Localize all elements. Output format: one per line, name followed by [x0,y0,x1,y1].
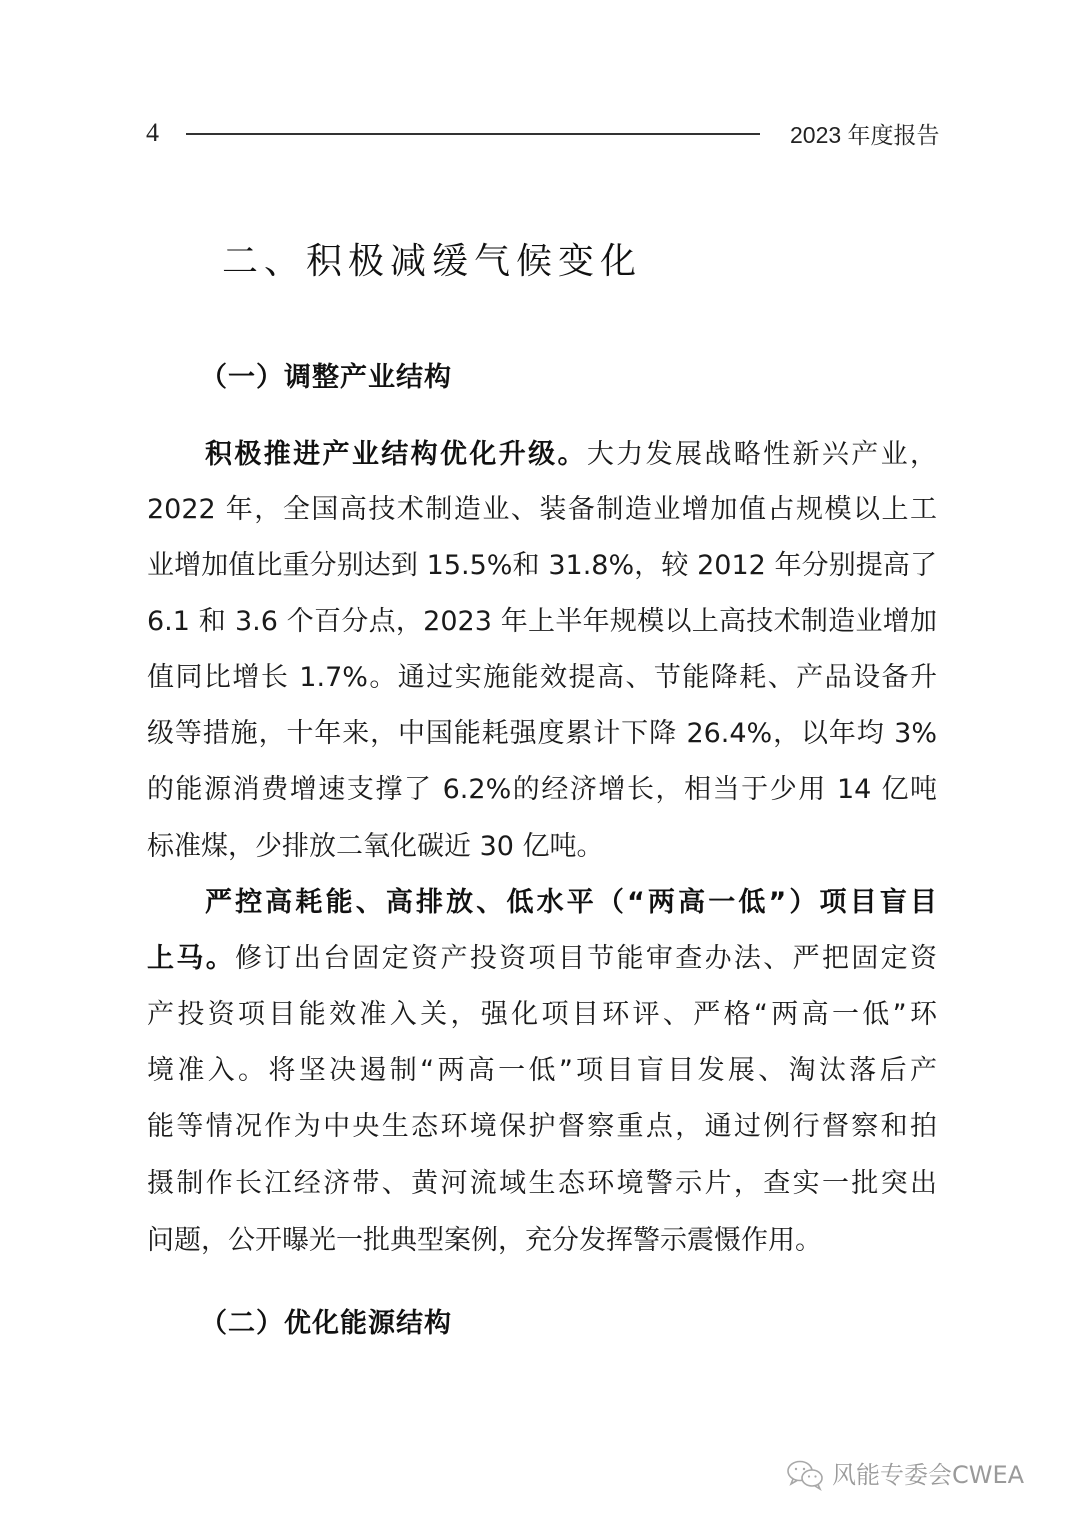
paragraph-1-line-8: 标准煤，少排放二氧化碳近 30 亿吨。 [147,831,604,862]
paragraph-2-line-5: 能等情况作为中央生态环境保护督察重点，通过例行督察和拍 [147,1111,937,1142]
header-rule [186,133,760,135]
paragraph-2-line-6: 摄制作长江经济带、黄河流域生态环境警示片，查实一批突出 [147,1168,937,1199]
subsection-title-1: （一）调整产业结构 [200,362,452,393]
paragraph-2-line-2 [147,942,937,976]
page-number: 4 [146,118,159,147]
paragraph-1-line-1-text: 大力发展战略性新兴产业， [586,439,937,470]
watermark [786,1459,1024,1491]
paragraph-1-line-6: 级等措施，十年来，中国能耗强度累计下降 26.4%，以年均 3% [147,718,937,749]
paragraph-1-line-1 [205,438,937,472]
paragraph-2-line-2-text: 修订出台固定资产投资项目节能审查办法、严把固定资 [235,943,938,974]
paragraph-2-line-4: 境准入。将坚决遏制“两高一低”项目盲目发展、淘汰落后产 [147,1055,937,1086]
watermark-text: 风能专委会CWEA [832,1461,1025,1489]
paragraph-2-line-7: 问题，公开曝光一批典型案例，充分发挥警示震慑作用。 [147,1225,822,1256]
paragraph-1-line-2: 2022 年，全国高技术制造业、装备制造业增加值占规模以上工 [147,494,937,525]
paragraph-1-line-5: 值同比增长 1.7%。通过实施能效提高、节能降耗、产品设备升 [147,662,937,693]
paragraph-1-line-7: 的能源消费增速支撑了 6.2%的经济增长，相当于少用 14 亿吨 [147,774,937,805]
paragraph-1-line-3: 业增加值比重分别达到 15.5%和 31.8%，较 2012 年分别提高了 [147,550,937,581]
paragraph-2-lead-line-2: 上马。 [147,943,236,974]
paragraph-1-line-4: 6.1 和 3.6 个百分点，2023 年上半年规模以上高技术制造业增加 [147,606,937,637]
subsection-title-2: （二）优化能源结构 [200,1308,452,1339]
running-title: 2023 年度报告 [790,122,940,148]
wechat-icon [786,1459,826,1491]
paragraph-2-lead-line-1: 严控高耗能、高排放、低水平（“两高一低”）项目盲目 [205,887,937,918]
paragraph-1-lead: 积极推进产业结构优化升级。 [205,439,587,470]
paragraph-2-line-3: 产投资项目能效准入关，强化项目环评、严格“两高一低”环 [147,999,937,1030]
section-title: 二、积极减缓气候变化 [222,241,643,282]
